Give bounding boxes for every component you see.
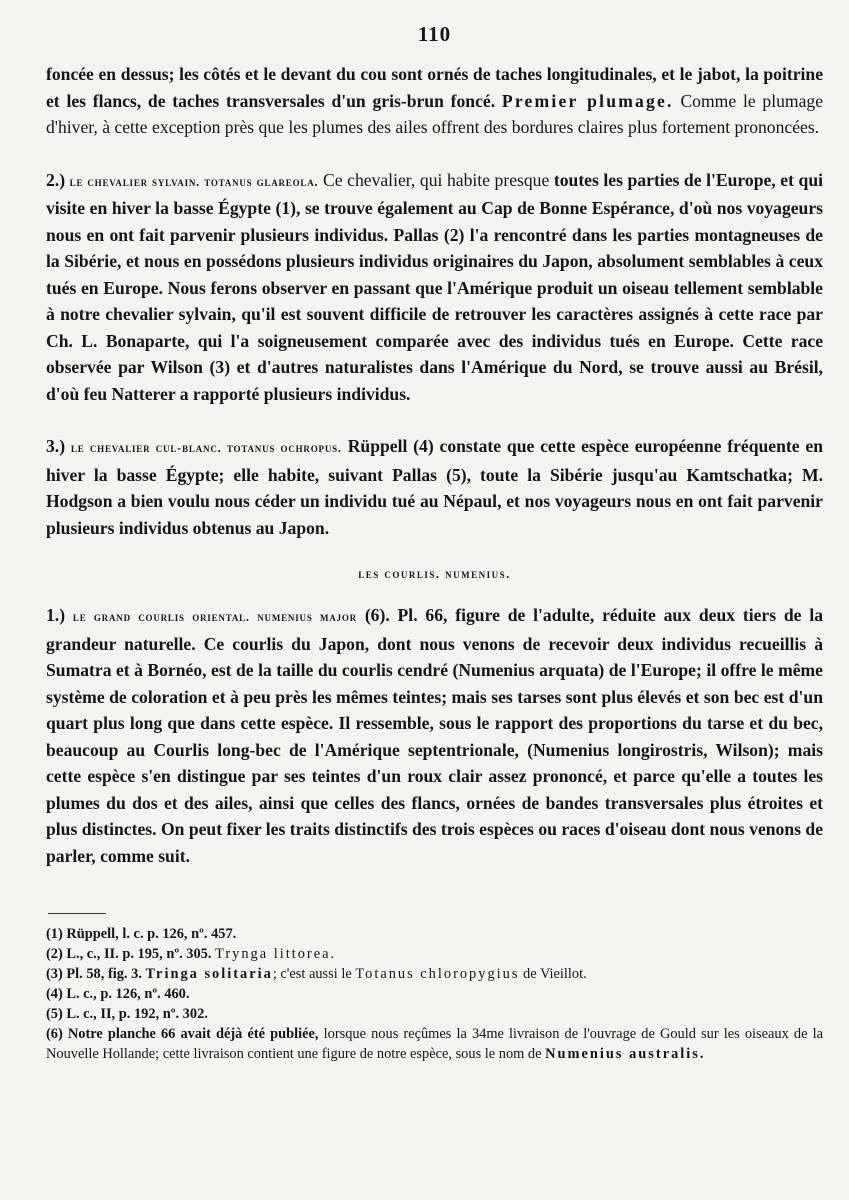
entry-title: le chevalier cul-blanc. totanus ochropus. (70, 441, 342, 455)
entry-number: 3.) (46, 436, 66, 456)
footnote-2 (46, 944, 823, 964)
section-heading: les courlis. numenius. (358, 567, 511, 581)
paragraph-grand-courlis (46, 602, 823, 869)
paragraph-chevalier-cul-blanc (46, 433, 823, 541)
footnote-6 (46, 1024, 823, 1064)
footnote-text: (6) Notre planche 66 avait déjà été publiée, (46, 1026, 324, 1042)
page-number: 110 (417, 22, 452, 46)
paragraph-chevalier-sylvain (46, 167, 823, 408)
footnote-divider (48, 913, 106, 914)
paragraph-text: toutes les parties de l'Europe, et qui visite en hiver la basse Égypte (1), se trouve (46, 169, 824, 218)
footnote-1: (1) Rüppell, l. c. p. 126, nº. 457. (46, 926, 237, 942)
entry-number: 2.) (46, 169, 66, 190)
footnote-text: (3) Pl. 58, fig. 3. (46, 966, 146, 982)
footnote-text: ; c'est aussi le (272, 966, 356, 982)
paragraph-text: également au Cap de Bonne Espérance, d'où nos voyageurs nous en ont fait parvenir (46, 198, 823, 245)
footnote-species: Tringa solitaria (145, 966, 273, 982)
footnote-text: lorsque nous reçûmes la 34me livraison de l'ouvrage de Gould sur les oiseaux de la Nouvelle Hollande; cette livraison contient une figure de notre espèce, sous le nom de (46, 1026, 823, 1062)
footnote-text: de Vieillot. (519, 966, 587, 982)
footnote-5: (5) L. c., II, p. 192, nº. 302. (46, 1006, 208, 1022)
paragraph-text: plusieurs individus. Pallas (2) l'a rencontré dans les parties montagneuses de la Sibérie, et nous en possédons plusieurs individus originaires du Japon, absolument semblables à ceux tués en Europe. Nous ferons observer en passant que l'Amérique produit un oiseau tellement semblable à notre chevalier sylvain, qu'il est souvent difficile de retrouver les caractères assignés à cette race par Ch. L. Bonaparte, qui l'a soigneusement comparée avec des individus tués en Europe. Cette race observée par Wilson (3) et d'autres naturalistes dans l'Amérique du Nord, se trouve aussi au Brésil, d'où feu Natterer a rapporté plusieurs individus. (46, 224, 823, 404)
footnote-species: Totanus chloropygius (355, 966, 520, 982)
paragraph-text: (6). Pl. 66, figure de l'adulte, réduite aux deux tiers de la grandeur naturelle. Ce courlis du Japon, dont nous venons de recevoir deux individus recueillis à Sumatra et à Bornéo, est de la taille du courlis cendré (Numenius arquata) de l'Europe; il offre le même système de coloration et à peu près les mêmes teintes; mais ses tarses sont plus élevés et son bec est d'un quart plus long que dans cette espèce. Il ressemble, sous le rapport des proportions du tarse et du bec, beaucoup au Courlis long-bec de l'Amérique septentrionale, (Numenius longirostris, Wilson); mais cette espèce s'en distingue par ses teintes d'un roux clair assez prononcé, et parce qu'elle a toutes les plumes du dos et des ailes, ainsi que celles des flancs, ornées de bandes transversales plus étroites et plus distinctes. On peut fixer les traits distinctifs des trois espèces ou races d'oiseau dont nous venons de parler, comme suit. (46, 605, 824, 866)
paragraph-text: Ce chevalier, qui habite presque (318, 169, 554, 190)
entry-title: le chevalier sylvain. totanus glareola. (69, 174, 319, 189)
paragraph-continuation (46, 61, 823, 141)
paragraph-text: Comme le plumage d'hiver, à cette exception près que les plumes des ailes offrent des bordures claires plus fortement prononcées. (46, 90, 823, 137)
footnote-3 (46, 964, 823, 984)
paragraph-text: foncée en dessus; les côtés et le devant du cou sont ornés de taches longitudinales, et le jabot, la poitrine et les flancs, de taches transversales d'un gris-brun foncé. (46, 64, 823, 111)
footnote-4: (4) L. c., p. 126, nº. 460. (46, 986, 190, 1002)
entry-title: le grand courlis oriental. numenius major (72, 610, 357, 624)
footnotes (46, 924, 823, 1064)
section-label: Premier plumage. (501, 90, 674, 111)
footnote-text: (2) L., c., II. p. 195, nº. 305. (46, 946, 216, 962)
footnote-species: Trynga littorea. (215, 946, 337, 962)
entry-number: 1.) (46, 605, 66, 625)
paragraph-text: Rüppell (4) constate que cette espèce européenne fréquente en hiver la basse Égypte; elle habite, suivant Pallas (5), toute la Sibérie jusqu'au Kamtschatka; M. Hodgson a bien voulu nous céder un individu tué au Népaul, et nos voyageurs nous en ont fait parvenir plusieurs individus obtenus au Japon. (46, 436, 823, 538)
footnote-species: Numenius australis. (545, 1046, 706, 1062)
